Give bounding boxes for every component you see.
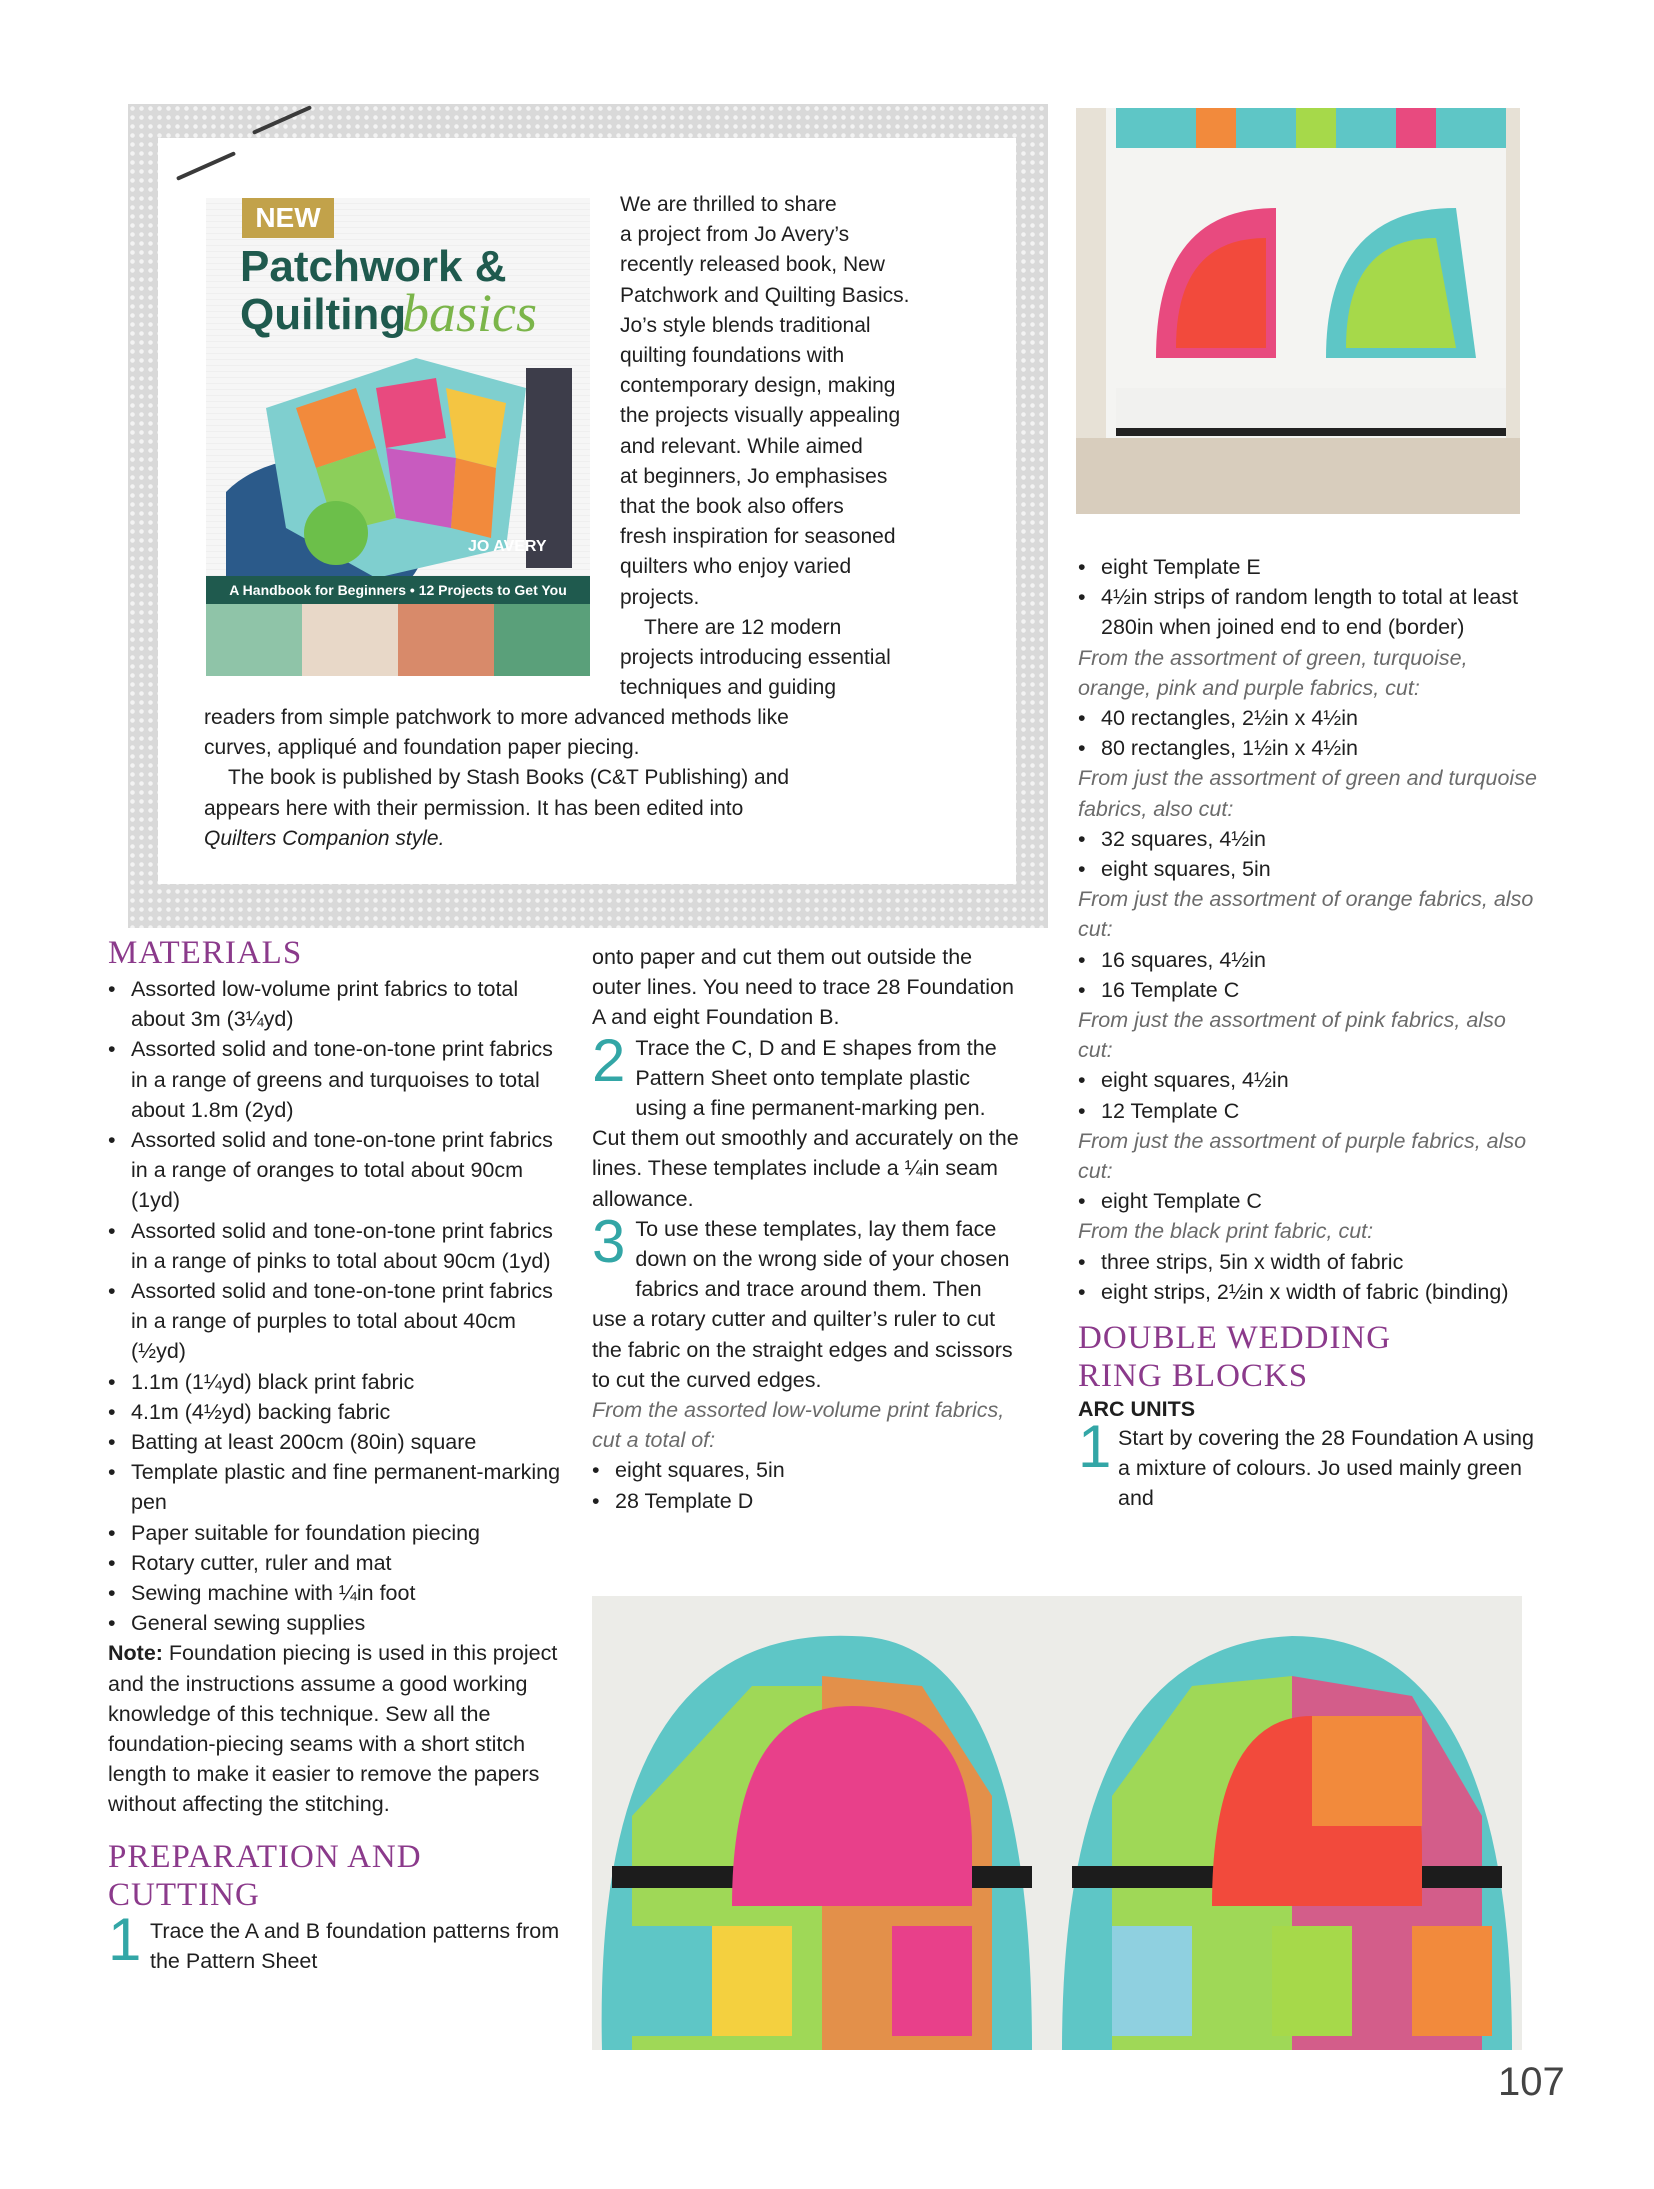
list-item: • eight Template E <box>1078 552 1538 582</box>
list-item: • 4.1m (4½yd) backing fabric <box>108 1397 568 1427</box>
prep-step-1 <box>108 1905 568 1976</box>
note-text: Foundation piecing is used in this project and the instructions assume a good working knowledge of this technique. Sew all the foundation-piecing seams with a short stitch length to make it easier to remove the papers without affecting the stitching. <box>108 1641 558 1817</box>
page-number: 107 <box>1498 2060 1565 2104</box>
cut-group-label: From the black print fabric, cut: <box>1078 1219 1374 1244</box>
cut-group-label: From just the assortment of purple fabrics, also cut: <box>1078 1128 1527 1184</box>
intro-line: contemporary design, making <box>620 374 896 398</box>
prep-step-2 <box>592 1026 1022 1214</box>
cut-list <box>1078 945 1538 1005</box>
preparation-heading-line: CUTTING <box>108 1876 260 1913</box>
materials-list <box>108 974 568 1638</box>
list-item: • 40 rectangles, 2½in x 4½in <box>1078 703 1538 733</box>
cover-badge: NEW <box>242 198 334 238</box>
list-item: • Batting at least 200cm (80in) square <box>108 1427 568 1457</box>
intro-line: We are thrilled to share <box>620 193 837 216</box>
intro-line: techniques and guiding <box>620 676 837 700</box>
intro-line: Jo’s style blends traditional <box>620 313 871 337</box>
wedding-step-1 <box>1078 1413 1538 1514</box>
step-text: Trace the C, D and E shapes from the Pattern Sheet onto template plastic using a fine permanent-marking pen. Cut them out smoothly and accurately on the lines. These templates include a ¼in seam allowance. <box>592 1035 1019 1211</box>
cut-group-label: From just the assortment of green and turquoise fabrics, also cut: <box>1078 766 1537 821</box>
list-item: • Assorted solid and tone-on-tone print fabrics in a range of oranges to total about 90cm (1yd) <box>108 1125 568 1216</box>
intro-line: projects introducing essential <box>620 646 891 670</box>
intro-line: curves, appliqué and foundation paper piecing. <box>204 736 640 760</box>
cut-list <box>1078 552 1538 643</box>
cut-list <box>1078 1186 1538 1216</box>
list-item: • 4½in strips of random length to total at least 280in when joined end to end (border) <box>1078 582 1538 642</box>
preparation-heading-line: PREPARATION AND <box>108 1838 422 1875</box>
cut-group-label: From just the assortment of pink fabrics, also cut: <box>1078 1008 1506 1063</box>
list-item: • 32 squares, 4½in <box>1078 824 1538 854</box>
wedding-heading-line: DOUBLE WEDDING <box>1078 1320 1392 1357</box>
cover-author: JO AVERY <box>468 538 547 555</box>
intro-line: recently released book, New <box>620 253 885 277</box>
intro-line: that the book also offers <box>620 495 844 519</box>
cut-list <box>1078 1065 1538 1125</box>
cover-title-script: basics <box>402 283 537 343</box>
intro-column <box>620 190 1000 703</box>
intro-line: projects. <box>620 585 700 609</box>
list-item: • three strips, 5in x width of fabric <box>1078 1247 1538 1277</box>
cutting-column <box>1078 552 1538 1514</box>
quilt-photo-bottom <box>592 1596 1522 2050</box>
list-item: • 1.1m (1¼yd) black print fabric <box>108 1367 568 1397</box>
intro-line: and relevant. While aimed <box>620 434 863 458</box>
step-number: 3 <box>592 1207 626 1275</box>
cover-title-line1: Patchwork & <box>240 242 507 291</box>
materials-column <box>108 934 568 1976</box>
intro-line: The book is published by Stash Books (C&T Publishing) and <box>228 766 790 790</box>
cover-title-line2: Quilting <box>240 290 407 339</box>
step-text: Trace the A and B foundation patterns from the Pattern Sheet <box>150 1918 560 1973</box>
quilt-photo-top <box>1076 108 1520 514</box>
list-item: • Template plastic and fine permanent-marking pen <box>108 1457 568 1517</box>
cover-photo-strip <box>206 604 590 676</box>
intro-line: at beginners, Jo emphasises <box>620 464 888 488</box>
preparation-column <box>592 942 1022 1516</box>
list-item: • eight squares, 5in <box>1078 854 1538 884</box>
intro-line: a project from Jo Avery’s <box>620 223 850 247</box>
intro-full-width <box>204 703 1004 854</box>
list-item: • 12 Template C <box>1078 1096 1538 1126</box>
step-number: 1 <box>1078 1413 1112 1481</box>
intro-line: Patchwork and Quilting Basics. <box>620 283 910 307</box>
list-item: • Assorted solid and tone-on-tone print fabrics in a range of greens and turquoises to total about 1.8m (2yd) <box>108 1034 568 1125</box>
step-number: 2 <box>592 1026 626 1094</box>
intro-line: There are 12 modern <box>644 615 842 639</box>
step-text: To use these templates, lay them face down on the wrong side of your chosen fabrics and trace around them. Then use a rotary cutter and quilter’s ruler to cut the fabric on the straight edges and scissors to cut the curved edges. <box>592 1216 1013 1392</box>
list-item: • eight Template C <box>1078 1186 1538 1216</box>
list-item: • Paper suitable for foundation piecing <box>108 1518 568 1548</box>
cut-list <box>1078 1247 1538 1307</box>
quilt-photo-illustration <box>1076 108 1520 514</box>
list-item: • General sewing supplies <box>108 1608 568 1638</box>
list-item: • 28 Template D <box>592 1486 1022 1516</box>
preparation-heading <box>108 1838 568 1914</box>
step-number: 1 <box>108 1905 142 1973</box>
materials-heading: MATERIALS <box>108 935 303 971</box>
list-item: • eight strips, 2½in x width of fabric (binding) <box>1078 1277 1538 1307</box>
wedding-heading <box>1078 1319 1538 1395</box>
materials-note <box>108 1638 568 1819</box>
step-text: Start by covering the 28 Foundation A using a mixture of colours. Jo used mainly green and <box>1118 1426 1534 1511</box>
cut-list <box>592 1455 1022 1515</box>
wedding-heading-line: RING BLOCKS <box>1078 1358 1309 1395</box>
intro-line: quilting foundations with <box>620 344 845 368</box>
list-item: • 80 rectangles, 1½in x 4½in <box>1078 733 1538 763</box>
arc-units-subheading: ARC UNITS <box>1078 1397 1196 1422</box>
cut-group-label: From the assorted low-volume print fabrics, cut a total of: <box>592 1398 1005 1453</box>
intro-line: appears here with their permission. It has been edited into <box>204 796 744 820</box>
intro-line: the projects visually appealing <box>620 404 901 428</box>
cut-list <box>1078 824 1538 884</box>
list-item: • Assorted low-volume print fabrics to total about 3m (3¼yd) <box>108 974 568 1034</box>
list-item: • Assorted solid and tone-on-tone print fabrics in a range of purples to total about 40cm (½yd) <box>108 1276 568 1367</box>
list-item: • eight squares, 4½in <box>1078 1065 1538 1095</box>
intro-line: quilters who enjoy varied <box>620 555 852 579</box>
cover-tagline: A Handbook for Beginners • 12 Projects to Get You <box>206 576 590 604</box>
book-cover <box>206 198 590 676</box>
list-item: • Rotary cutter, ruler and mat <box>108 1548 568 1578</box>
list-item: • eight squares, 5in <box>592 1455 1022 1485</box>
step-text-continued: onto paper and cut them out outside the outer lines. You need to trace 28 Foundation A and eight Foundation B. <box>592 945 1014 1030</box>
note-label: Note: <box>108 1641 163 1666</box>
cut-group-label: From the assortment of green, turquoise, orange, pink and purple fabrics, cut: <box>1078 645 1468 700</box>
quilt-blocks-illustration <box>592 1596 1522 2050</box>
list-item: • 16 squares, 4½in <box>1078 945 1538 975</box>
intro-line: readers from simple patchwork to more advanced methods like <box>204 706 789 729</box>
cut-list <box>1078 703 1538 763</box>
list-item: • Assorted solid and tone-on-tone print fabrics in a range of pinks to total about 90cm (1yd) <box>108 1216 568 1276</box>
list-item: • Sewing machine with ¼in foot <box>108 1578 568 1608</box>
intro-line: Quilters Companion style. <box>204 826 445 850</box>
list-item: • 16 Template C <box>1078 975 1538 1005</box>
cut-group-label: From just the assortment of orange fabrics, also cut: <box>1078 887 1534 942</box>
intro-line: fresh inspiration for seasoned <box>620 525 896 549</box>
prep-step-3 <box>592 1207 1022 1395</box>
